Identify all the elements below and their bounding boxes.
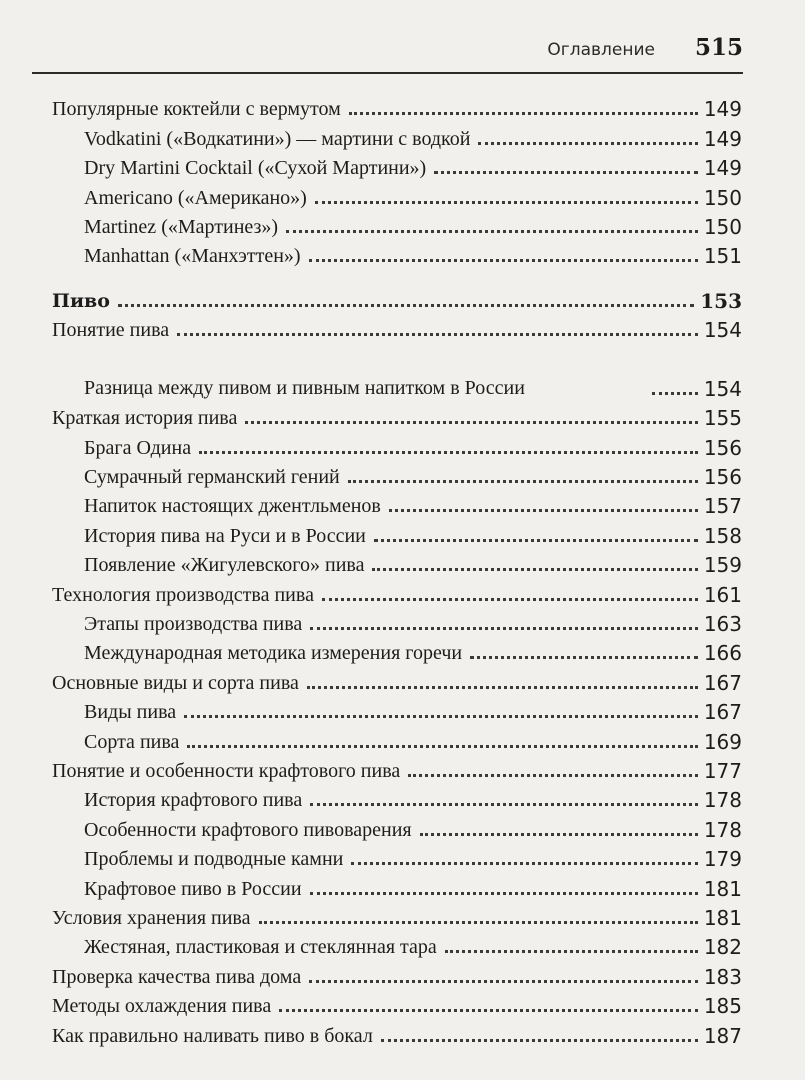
toc-entry[interactable] (52, 403, 742, 432)
toc-entry[interactable] (52, 153, 742, 182)
dot-leader (118, 304, 694, 307)
dot-leader (372, 568, 697, 571)
toc-section-heading[interactable] (52, 285, 742, 314)
toc-entry-title: Технология производства пива (52, 583, 314, 606)
toc-entry[interactable] (52, 756, 742, 785)
dot-leader (408, 774, 698, 777)
toc-entry-title: Появление «Жигулевского» пива (84, 554, 365, 577)
toc-entry-page: 150 (703, 185, 742, 210)
toc-entry-page: 154 (703, 376, 742, 401)
toc-entry[interactable] (52, 609, 742, 638)
toc-entry[interactable] (52, 932, 742, 961)
dot-leader (348, 480, 698, 483)
toc-entry[interactable] (52, 123, 742, 152)
dot-leader (184, 715, 698, 718)
toc-entry-title: Проверка качества пива дома (52, 965, 302, 988)
toc-entry-title: Понятие пива (52, 319, 170, 342)
toc-entry[interactable] (52, 726, 742, 755)
toc-entry-title: Брага Одина (84, 436, 192, 459)
toc-entry-title: Жестяная, пластиковая и стеклянная тара (84, 936, 437, 959)
toc-entry-page: 177 (703, 759, 742, 783)
toc-entry-page: 149 (703, 126, 742, 151)
toc-entry[interactable] (52, 344, 742, 403)
toc-entry-page: 156 (703, 435, 742, 460)
dot-leader (322, 598, 698, 601)
dot-leader (470, 656, 698, 659)
toc-entry-title: История пива на Руси и в России (84, 524, 366, 547)
dot-leader (351, 862, 697, 865)
toc-entry-title: Manhattan («Манхэттен») (84, 245, 301, 268)
toc-entry-title: Популярные коктейли с вермутом (52, 98, 341, 121)
toc-entry-page: 183 (703, 964, 742, 989)
toc-entry-page: 178 (703, 817, 742, 842)
toc-entry-page: 178 (703, 788, 742, 813)
toc-entry-title: Краткая история пива (52, 407, 238, 430)
toc-entry-title: Americano («Американо») (84, 186, 307, 209)
toc-entry[interactable] (52, 182, 742, 211)
toc-entry-title: Как правильно наливать пиво в бокал (52, 1024, 373, 1047)
toc-entry-page: 159 (703, 553, 742, 578)
toc-entry[interactable] (52, 579, 742, 608)
toc-entry[interactable] (52, 550, 742, 579)
toc-entry-title: Разница между пивом и пивным напитком в России (84, 376, 525, 399)
toc-entry-page: 187 (703, 1023, 742, 1048)
dot-leader (374, 539, 698, 542)
toc-entry-title: Международная методика измерения горечи (84, 642, 463, 665)
toc-entry[interactable] (52, 94, 742, 123)
toc-entry[interactable] (52, 667, 742, 696)
toc-entry[interactable] (52, 432, 742, 461)
toc-entry-page: 149 (703, 97, 742, 122)
running-head (547, 34, 743, 61)
dot-leader (315, 201, 698, 204)
toc-entry[interactable] (52, 212, 742, 241)
dot-leader (310, 627, 698, 630)
table-of-contents (52, 94, 742, 1050)
toc-entry-title: Основные виды и сорта пива (52, 671, 299, 694)
toc-entry[interactable] (52, 520, 742, 549)
toc-entry-title: Пиво (52, 289, 110, 312)
toc-entry-page: 169 (703, 729, 742, 754)
toc-entry-title: Проблемы и подводные камни (84, 848, 344, 871)
dot-leader (420, 833, 698, 836)
toc-entry-page: 181 (703, 905, 742, 930)
toc-entry-title: Dry Martini Cocktail («Сухой Мартини») (84, 157, 427, 180)
toc-entry-page: 163 (703, 612, 742, 637)
toc-entry-page: 149 (703, 156, 742, 181)
toc-entry[interactable] (52, 697, 742, 726)
toc-entry-page: 166 (703, 641, 742, 666)
dot-leader (245, 421, 697, 424)
dot-leader (652, 392, 698, 395)
dot-leader (389, 509, 698, 512)
toc-entry-title: История крафтового пива (84, 789, 303, 812)
dot-leader (309, 980, 698, 983)
toc-entry[interactable] (52, 315, 742, 344)
dot-leader (310, 892, 698, 895)
toc-entry-title: Vodkatini («Водкатини») — мартини с водкой (84, 127, 471, 150)
toc-entry[interactable] (52, 241, 742, 270)
toc-entry[interactable] (52, 844, 742, 873)
dot-leader (434, 171, 698, 174)
toc-entry-title: Этапы производства пива (84, 613, 303, 636)
toc-entry[interactable] (52, 991, 742, 1020)
toc-entry[interactable] (52, 814, 742, 843)
toc-entry-title: Понятие и особенности крафтового пива (52, 760, 401, 782)
toc-entry-page: 185 (703, 994, 742, 1019)
toc-entry-page: 167 (703, 700, 742, 725)
toc-entry-title: Виды пива (84, 701, 177, 724)
page-number: 515 (694, 34, 743, 61)
toc-entry-page: 161 (703, 582, 742, 607)
header-rule (32, 72, 743, 74)
toc-entry-title: Сорта пива (84, 730, 180, 753)
toc-entry[interactable] (52, 491, 742, 520)
dot-leader (381, 1039, 698, 1042)
dot-leader (279, 1009, 698, 1012)
dot-leader (310, 803, 698, 806)
toc-entry-page: 151 (703, 244, 742, 269)
toc-entry-title: Условия хранения пива (52, 906, 251, 929)
toc-entry-title: Martinez («Мартинез») (84, 215, 279, 238)
dot-leader (478, 142, 697, 145)
toc-entry-page: 156 (703, 465, 742, 490)
toc-entry-title: Напиток настоящих джентльменов (84, 495, 381, 518)
dot-leader (187, 745, 697, 748)
dot-leader (445, 950, 698, 953)
dot-leader (177, 333, 698, 336)
toc-entry[interactable] (52, 785, 742, 814)
toc-entry-page: 154 (703, 318, 742, 343)
toc-entry-page: 167 (703, 670, 742, 695)
toc-entry-title: Особенности крафтового пивоварения (84, 818, 412, 841)
dot-leader (199, 451, 698, 454)
dot-leader (307, 686, 698, 689)
dot-leader (349, 112, 698, 115)
toc-entry-title: Сумрачный германский гений (84, 466, 340, 489)
toc-entry-page: 179 (703, 847, 742, 872)
toc-entry[interactable] (52, 638, 742, 667)
toc-entry-title: Крафтовое пиво в России (84, 877, 302, 900)
toc-entry[interactable] (52, 873, 742, 902)
toc-entry-page: 158 (703, 523, 742, 548)
dot-leader (286, 230, 698, 233)
toc-entry[interactable] (52, 961, 742, 990)
toc-entry[interactable] (52, 462, 742, 491)
toc-entry-page: 182 (703, 935, 742, 960)
dot-leader (309, 259, 698, 262)
dot-leader (259, 921, 698, 924)
toc-entry-page: 181 (703, 876, 742, 901)
running-head-title: Оглавление (547, 40, 655, 60)
toc-entry-page: 155 (703, 406, 742, 431)
toc-entry-page: 157 (703, 494, 742, 519)
toc-entry-page: 153 (700, 288, 742, 313)
toc-entry[interactable] (52, 1020, 742, 1049)
toc-entry-title: Методы охлаждения пива (52, 995, 272, 1018)
toc-entry[interactable] (52, 903, 742, 932)
toc-entry-page: 150 (703, 214, 742, 239)
